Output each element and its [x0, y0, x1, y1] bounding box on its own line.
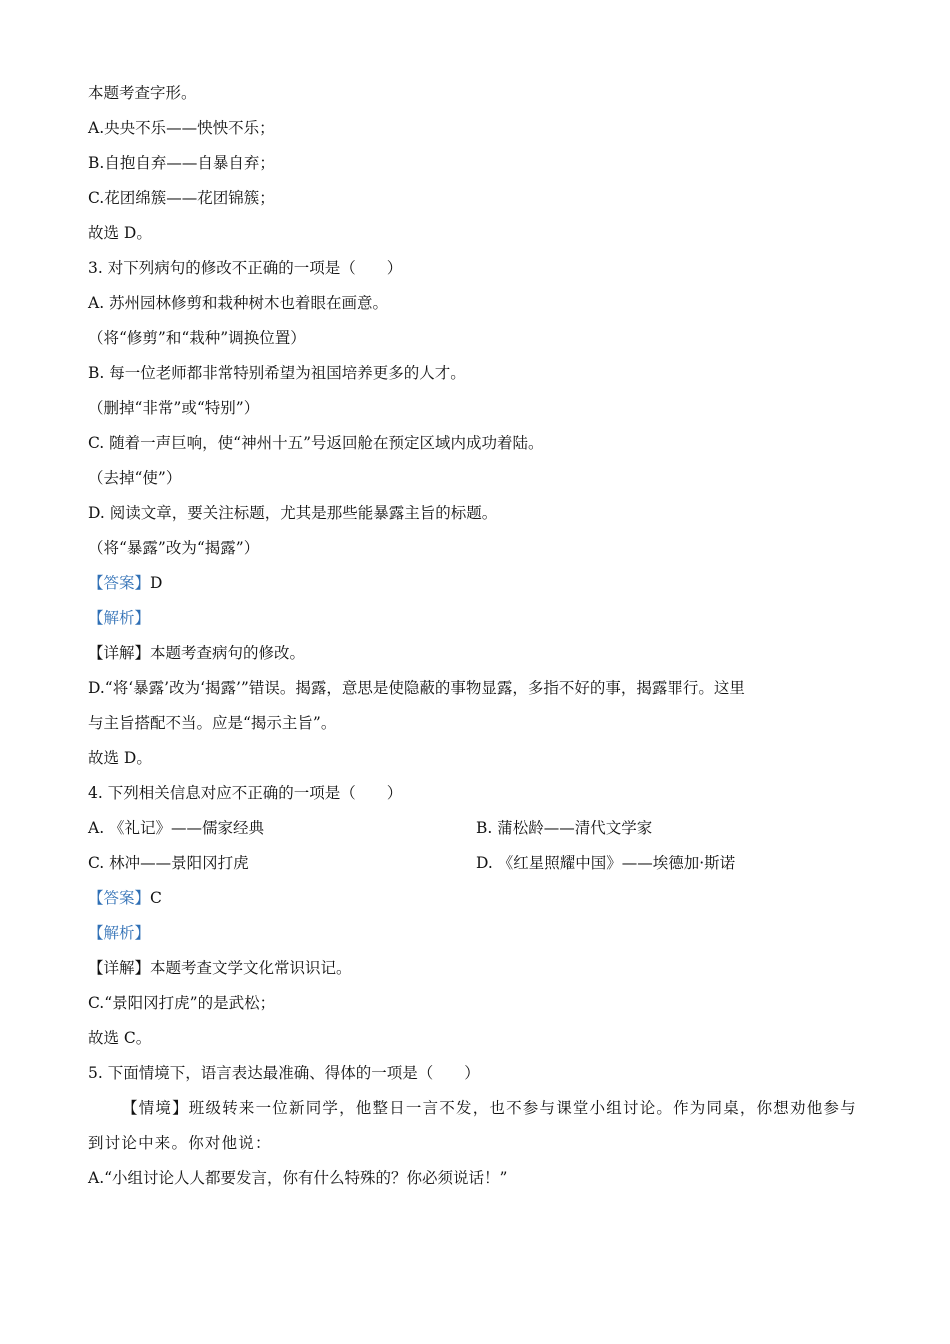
- answer-value: D: [150, 574, 163, 592]
- q4-option-c: C. 林冲——景阳冈打虎: [88, 854, 249, 872]
- q3-stem: 3. 对下列病句的修改不正确的一项是（ ）: [88, 259, 403, 277]
- q3-option-b-fix: （删掉“非常”或“特别”）: [88, 399, 260, 417]
- q4-explain: C.“景阳冈打虎”的是武松；: [88, 994, 276, 1012]
- detail-tag: 【详解】: [88, 644, 151, 662]
- q3-analysis-tag: 【解析】: [88, 609, 151, 627]
- q2-explain-a: A.央央不乐——怏怏不乐；: [88, 119, 275, 137]
- q3-option-d-fix: （将“暴露”改为“揭露”）: [88, 539, 260, 557]
- q3-option-a-fix: （将“修剪”和“栽种”调换位置）: [88, 329, 306, 347]
- q3-option-b: B. 每一位老师都非常特别希望为祖国培养更多的人才。: [88, 364, 466, 382]
- q3-explain-1: D.“将‘暴露’改为‘揭露’”错误。揭露，意思是使隐蔽的事物显露，多指不好的事，揭露罪行。这里: [88, 679, 745, 697]
- detail-tag: 【详解】: [88, 959, 151, 977]
- q2-explain-c: C.花团绵簇——花团锦簇；: [88, 189, 275, 207]
- q4-analysis-tag: 【解析】: [88, 924, 151, 942]
- document-page: [88, 76, 868, 1196]
- q4-options-row-1: [88, 811, 868, 846]
- q2-intro: 本题考查字形。: [88, 84, 197, 102]
- q5-option-a: A.“小组讨论人人都要发言，你有什么特殊的？你必须说话！”: [88, 1169, 508, 1187]
- q3-explain-2: 与主旨搭配不当。应是“揭示主旨”。: [88, 714, 337, 732]
- q3-option-c: C. 随着一声巨响，使“神州十五”号返回舱在预定区域内成功着陆。: [88, 434, 544, 452]
- q5-stem: 5. 下面情境下，语言表达最准确、得体的一项是（ ）: [88, 1064, 480, 1082]
- q5-context-2: 到讨论中来。你对他说：: [88, 1134, 272, 1152]
- q4-answer: [88, 881, 868, 916]
- detail-text: 本题考查文学文化常识识记。: [150, 959, 352, 977]
- detail-text: 本题考查病句的修改。: [150, 644, 306, 662]
- q4-detail: [88, 951, 868, 986]
- q5-context-1: 【情境】班级转来一位新同学，他整日一言不发，也不参与课堂小组讨论。作为同桌，你想劝他参与: [122, 1099, 857, 1117]
- q4-options-row-2: [88, 846, 868, 881]
- q3-option-a: A. 苏州园林修剪和栽种树木也着眼在画意。: [88, 294, 389, 312]
- answer-tag: 【答案】: [88, 889, 151, 907]
- q4-option-d: D. 《红星照耀中国》——埃德加·斯诺: [476, 854, 736, 872]
- answer-tag: 【答案】: [88, 574, 151, 592]
- q3-answer: [88, 566, 868, 601]
- q4-conclusion: 故选 C。: [88, 1029, 152, 1047]
- q3-option-d: D. 阅读文章，要关注标题，尤其是那些能暴露主旨的标题。: [88, 504, 498, 522]
- q4-stem: 4. 下列相关信息对应不正确的一项是（ ）: [88, 784, 403, 802]
- q3-detail: [88, 636, 868, 671]
- q2-explain-b: B.自抱自弃——自暴自弃；: [88, 154, 275, 172]
- q3-option-c-fix: （去掉“使”）: [88, 469, 182, 487]
- answer-value: C: [150, 889, 162, 907]
- q2-conclusion: 故选 D。: [88, 224, 152, 242]
- q3-conclusion: 故选 D。: [88, 749, 152, 767]
- q4-option-b: B. 蒲松龄——清代文学家: [476, 819, 653, 837]
- q4-option-a: A. 《礼记》——儒家经典: [88, 819, 265, 837]
